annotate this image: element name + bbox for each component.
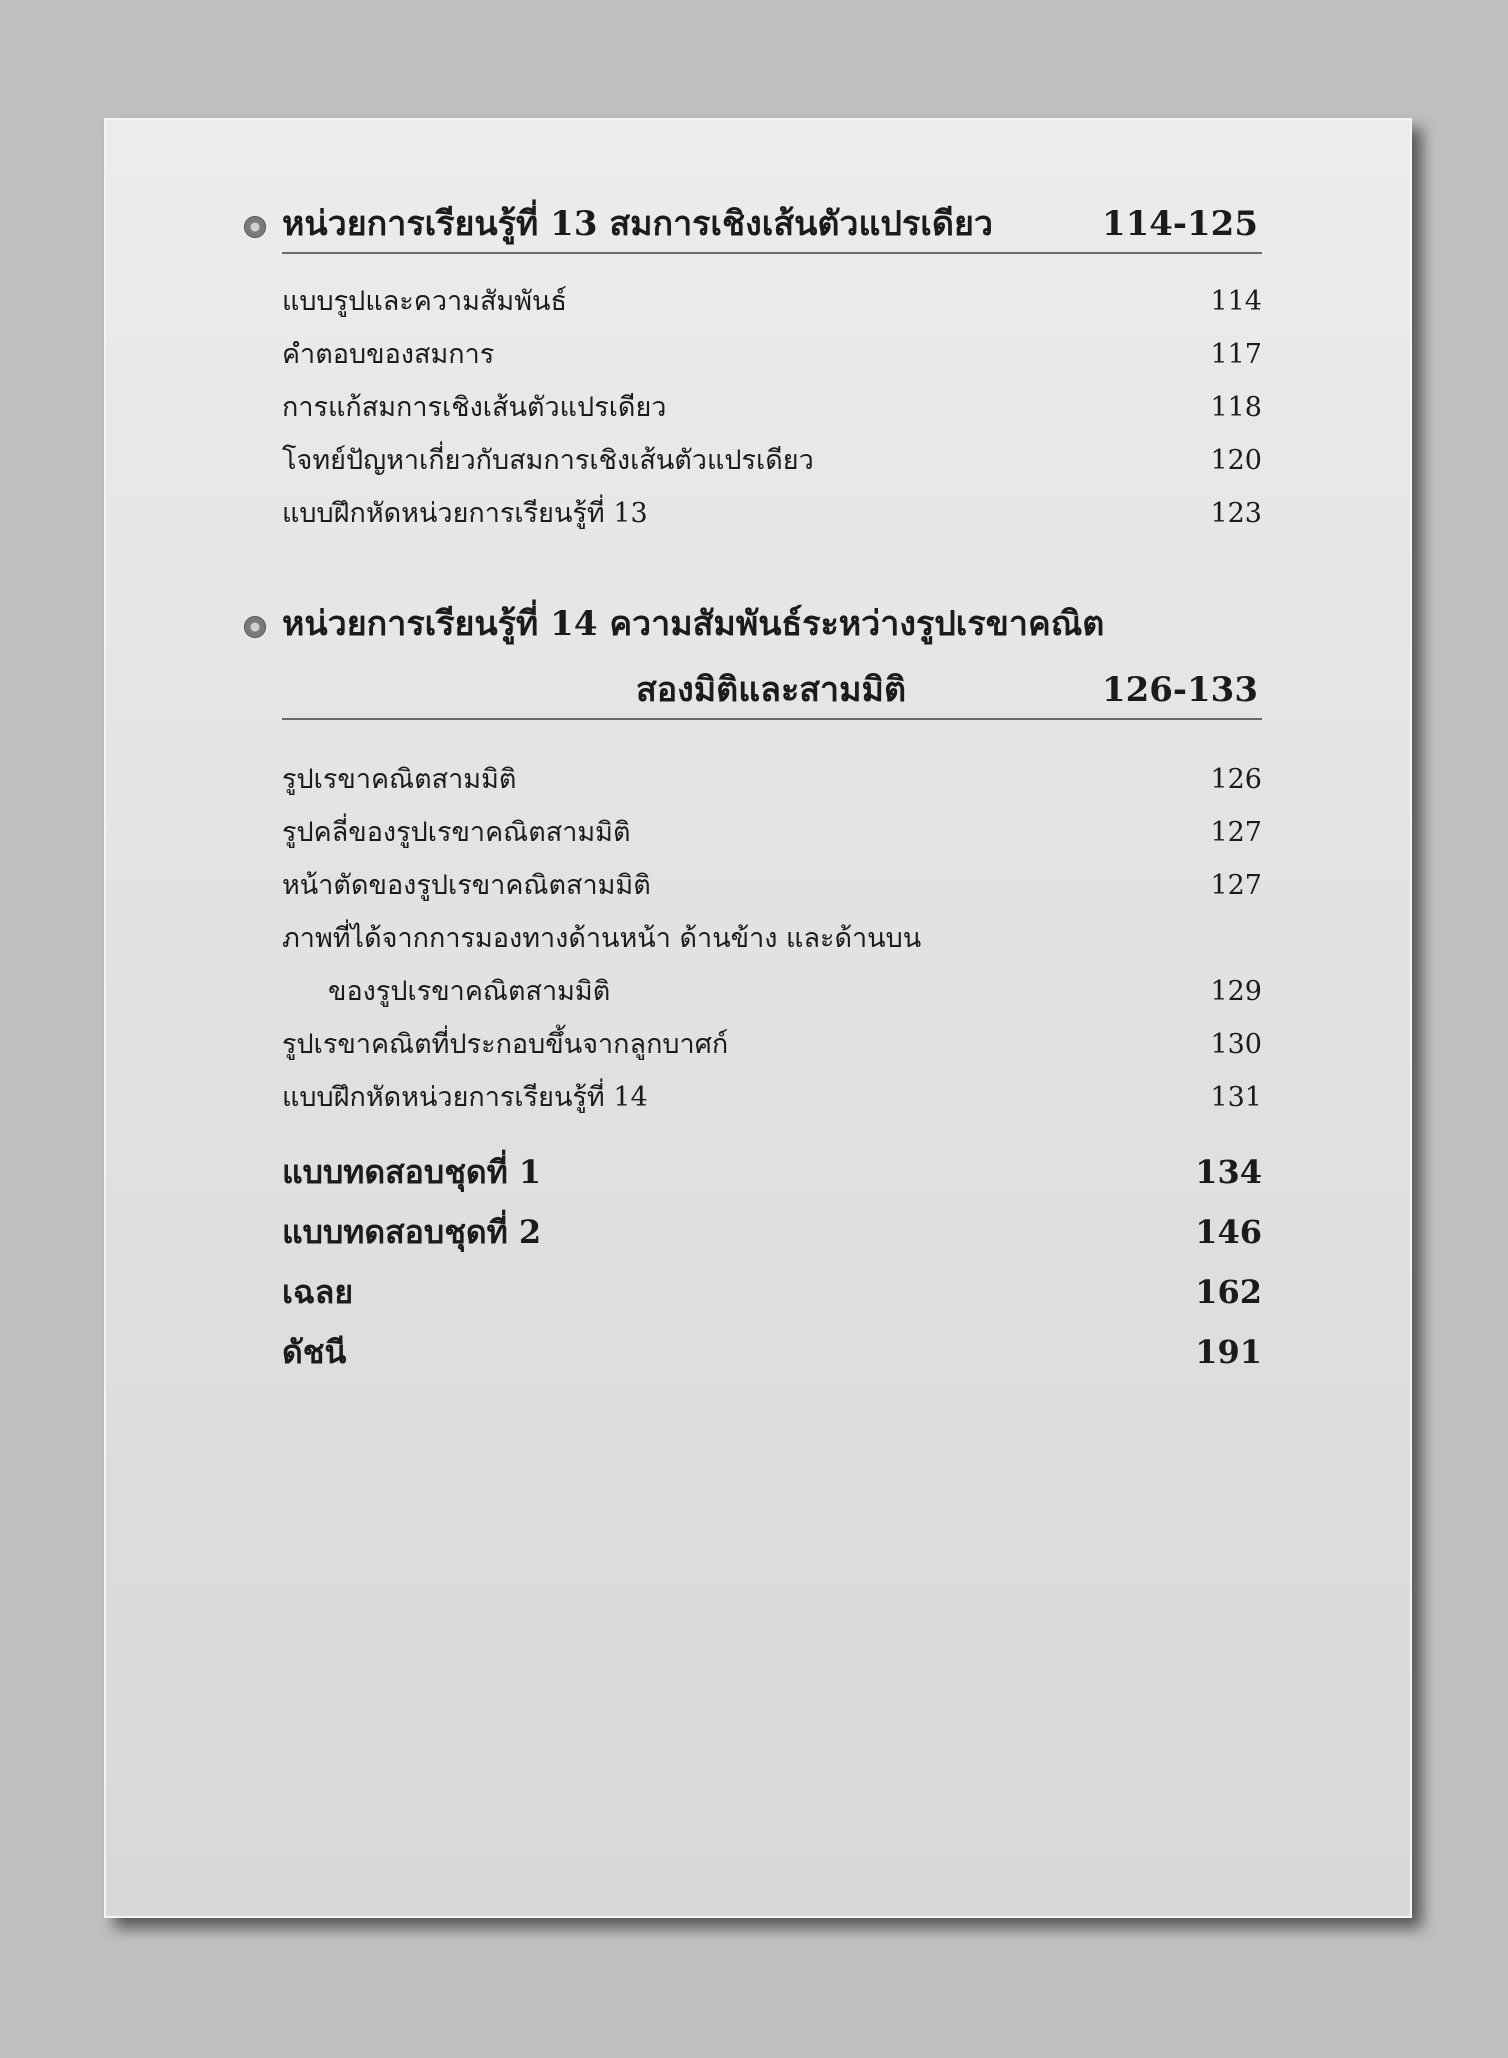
toc-entry[interactable] bbox=[282, 388, 1262, 428]
toc-entry[interactable] bbox=[282, 866, 1262, 906]
toc-extra-label: แบบทดสอบชุดที่ 1 bbox=[282, 1153, 542, 1191]
toc-entry-page: 114 bbox=[1210, 286, 1262, 317]
toc-extra-page: 134 bbox=[1195, 1153, 1262, 1191]
toc-entry-label: ของรูปเรขาคณิตสามมิติ bbox=[328, 976, 611, 1007]
toc-entry[interactable] bbox=[282, 919, 1262, 959]
toc-entry[interactable] bbox=[282, 1078, 1262, 1118]
toc-extra-entry[interactable] bbox=[282, 1148, 1262, 1196]
toc-entry-label: หน้าตัดของรูปเรขาคณิตสามมิติ bbox=[282, 870, 651, 901]
toc-extra-page: 162 bbox=[1195, 1273, 1262, 1311]
toc-entry[interactable] bbox=[282, 972, 1262, 1012]
unit-14-title-line2: สองมิติและสามมิติ bbox=[636, 670, 907, 710]
toc-entry-label: คำตอบของสมการ bbox=[282, 339, 495, 370]
toc-extra-entry[interactable] bbox=[282, 1328, 1262, 1376]
toc-entry[interactable] bbox=[282, 282, 1262, 322]
unit-13-title: หน่วยการเรียนรู้ที่ 13 สมการเชิงเส้นตัวแปรเดียว bbox=[282, 204, 993, 244]
toc-entry-label: ภาพที่ได้จากการมองทางด้านหน้า ด้านข้าง และด้านบน bbox=[282, 923, 922, 954]
toc-extra-entry[interactable] bbox=[282, 1268, 1262, 1316]
toc-entry[interactable] bbox=[282, 441, 1262, 481]
toc-entry-label: แบบฝึกหัดหน่วยการเรียนรู้ที่ 14 bbox=[282, 1082, 648, 1113]
toc-entry-label: รูปคลี่ของรูปเรขาคณิตสามมิติ bbox=[282, 817, 631, 848]
toc-entry-page: 127 bbox=[1210, 817, 1262, 848]
toc-entry-label: การแก้สมการเชิงเส้นตัวแปรเดียว bbox=[282, 392, 667, 423]
toc-entry[interactable] bbox=[282, 335, 1262, 375]
toc-page bbox=[104, 118, 1412, 1918]
unit-14-bullet-icon bbox=[244, 616, 266, 638]
toc-entry-label: รูปเรขาคณิตสามมิติ bbox=[282, 764, 517, 795]
toc-entry-page: 117 bbox=[1210, 339, 1262, 370]
toc-entry-page: 131 bbox=[1210, 1082, 1262, 1113]
toc-entry-page: 126 bbox=[1210, 764, 1262, 795]
unit-13-bullet-icon bbox=[244, 216, 266, 238]
toc-entry-label: โจทย์ปัญหาเกี่ยวกับสมการเชิงเส้นตัวแปรเดียว bbox=[282, 445, 814, 476]
toc-entry-page: 127 bbox=[1210, 870, 1262, 901]
toc-entry[interactable] bbox=[282, 494, 1262, 534]
toc-extra-page: 146 bbox=[1195, 1213, 1262, 1251]
toc-extra-label: แบบทดสอบชุดที่ 2 bbox=[282, 1213, 542, 1251]
unit-13-divider bbox=[282, 252, 1262, 254]
toc-extra-label: เฉลย bbox=[282, 1273, 354, 1311]
toc-entry-page: 129 bbox=[1210, 976, 1262, 1007]
unit-13-pages: 114-125 bbox=[1101, 204, 1258, 244]
unit-14-pages: 126-133 bbox=[1101, 670, 1258, 710]
unit-14-title-line1: หน่วยการเรียนรู้ที่ 14 ความสัมพันธ์ระหว่างรูปเรขาคณิต bbox=[282, 604, 1105, 644]
toc-entry-label: รูปเรขาคณิตที่ประกอบขึ้นจากลูกบาศก์ bbox=[282, 1029, 729, 1060]
toc-entry-label: แบบรูปและความสัมพันธ์ bbox=[282, 286, 567, 317]
toc-entry-page: 130 bbox=[1210, 1029, 1262, 1060]
toc-extra-label: ดัชนี bbox=[282, 1333, 347, 1371]
toc-entry[interactable] bbox=[282, 1025, 1262, 1065]
toc-entry[interactable] bbox=[282, 813, 1262, 853]
toc-entry-page: 123 bbox=[1210, 498, 1262, 529]
toc-extra-page: 191 bbox=[1195, 1333, 1262, 1371]
toc-entry[interactable] bbox=[282, 760, 1262, 800]
toc-entry-page: 120 bbox=[1210, 445, 1262, 476]
unit-14-divider bbox=[282, 718, 1262, 720]
toc-entry-label: แบบฝึกหัดหน่วยการเรียนรู้ที่ 13 bbox=[282, 498, 648, 529]
toc-extra-entry[interactable] bbox=[282, 1208, 1262, 1256]
toc-entry-page: 118 bbox=[1210, 392, 1262, 423]
